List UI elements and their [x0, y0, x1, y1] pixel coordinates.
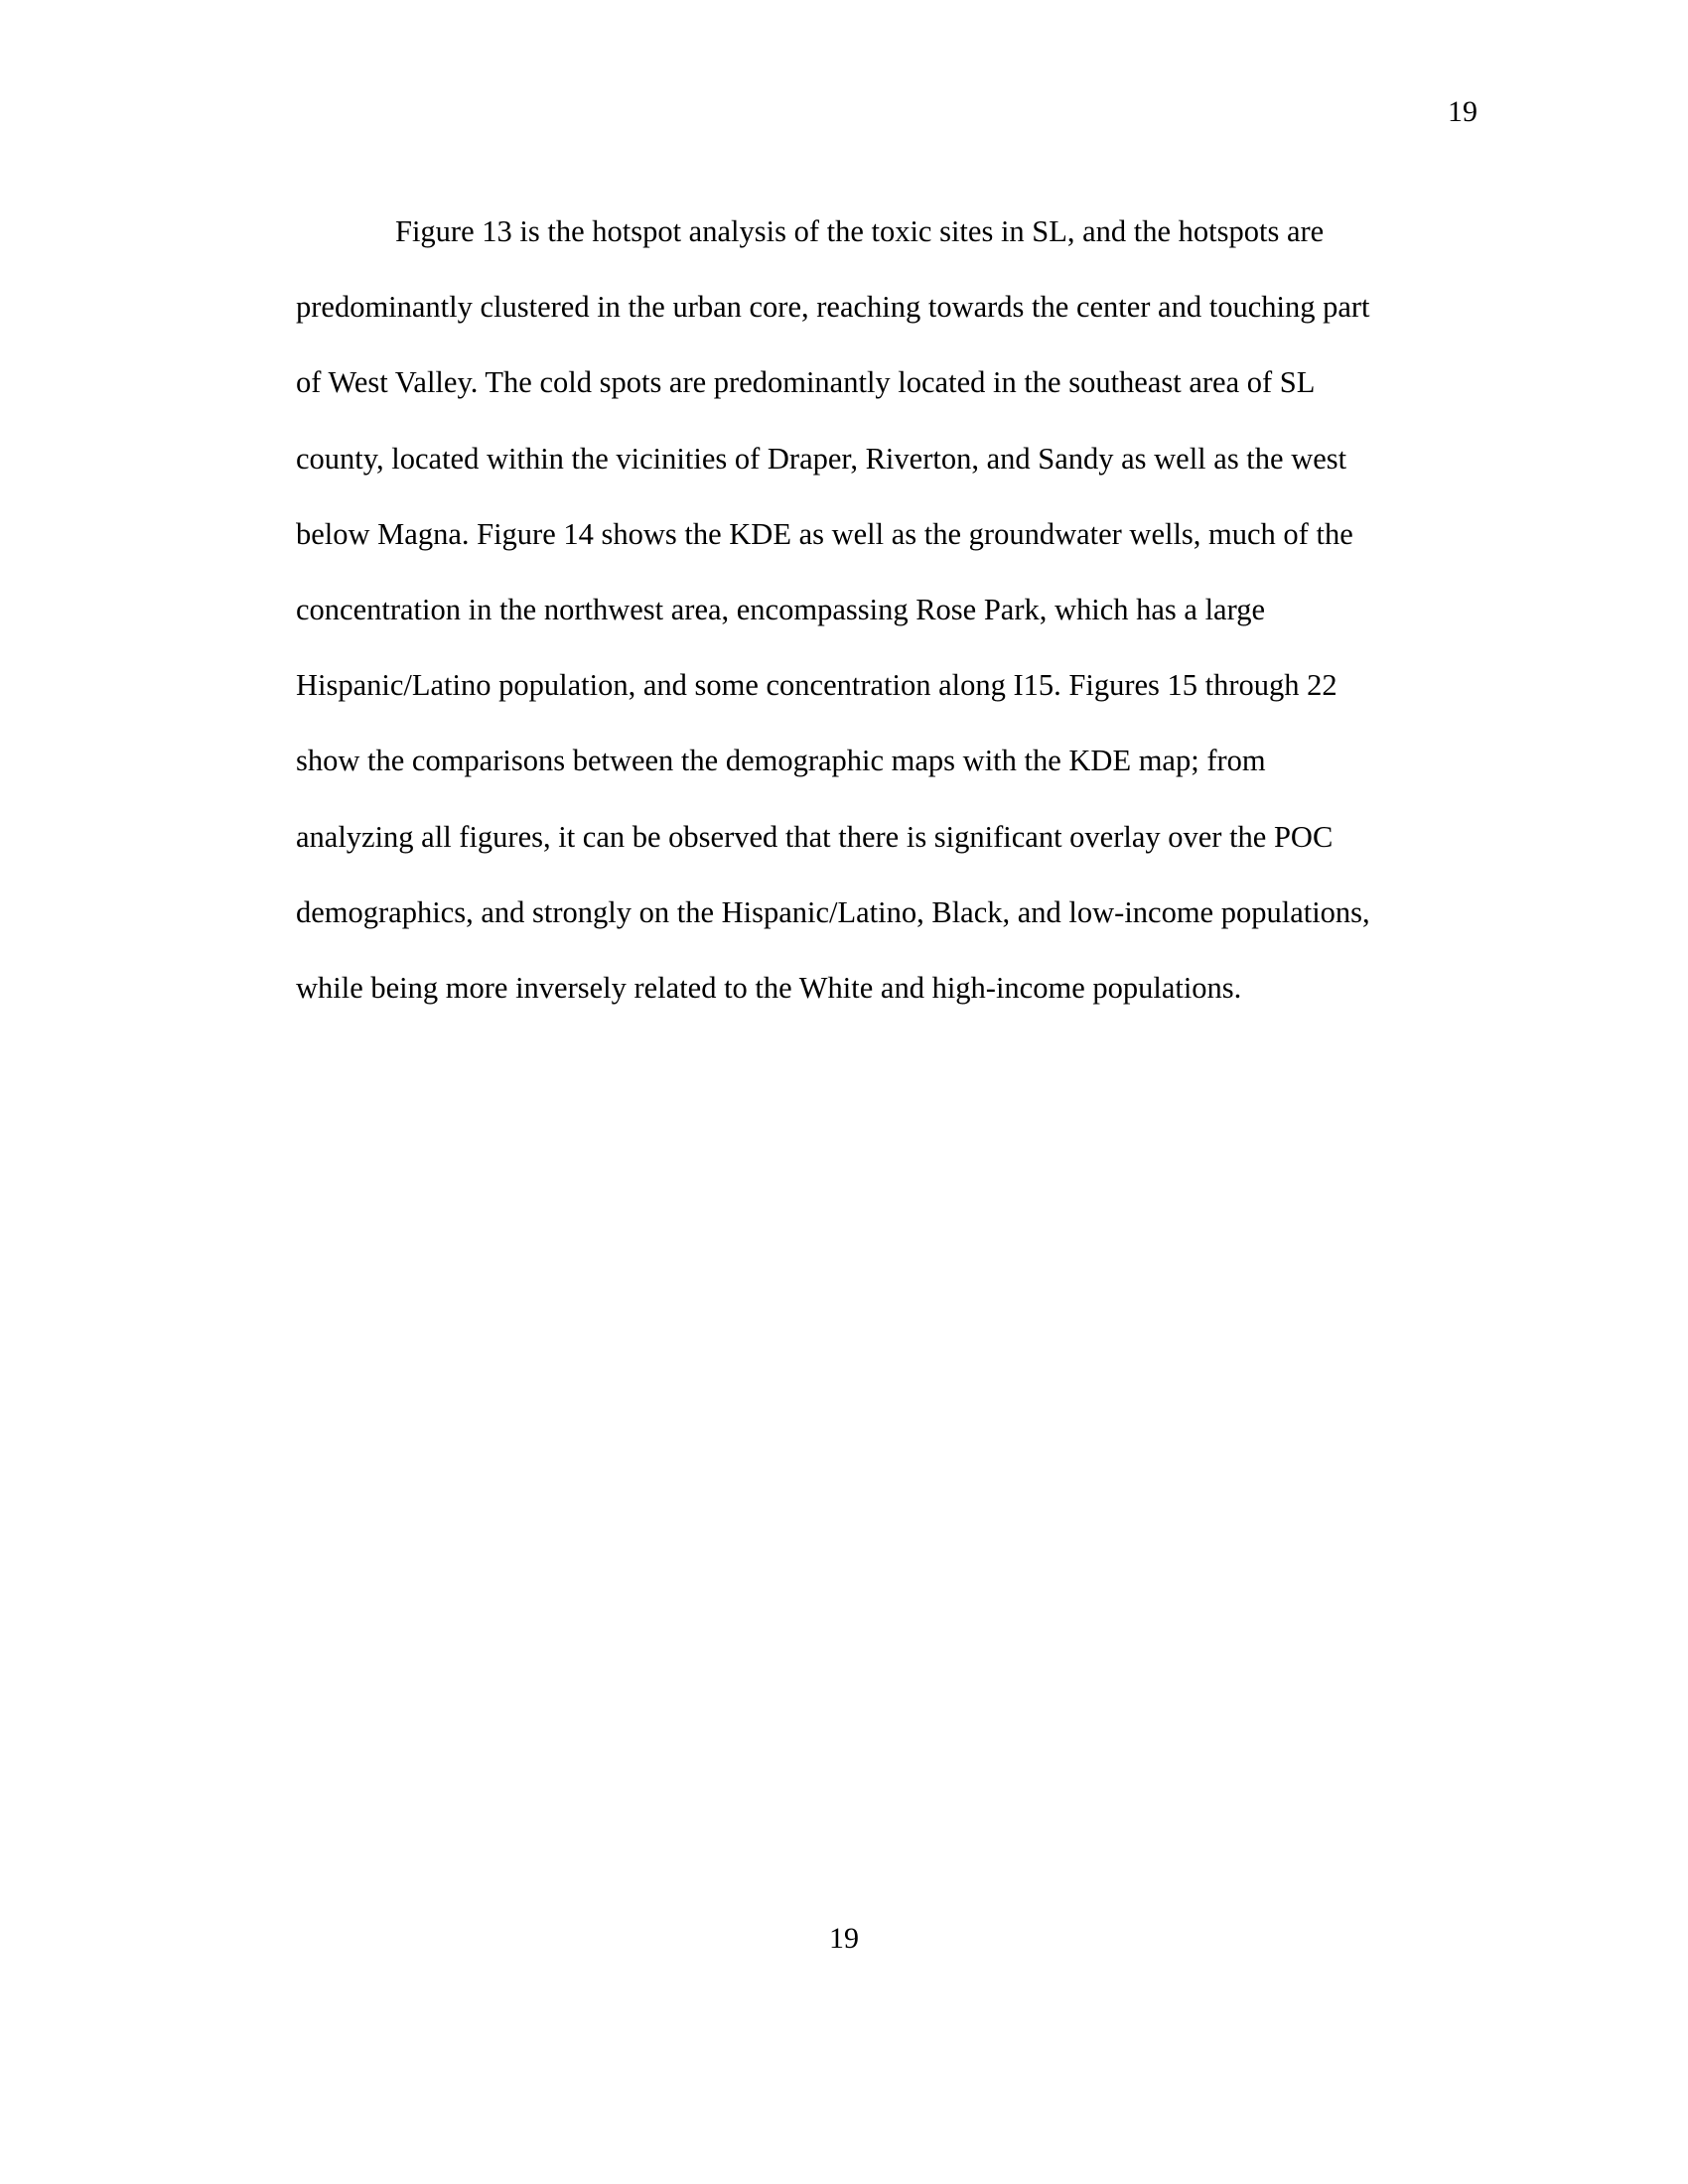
- paragraph-line: predominantly clustered in the urban core, reaching towards the center and touching part: [296, 290, 1370, 325]
- paragraph-line: demographics, and strongly on the Hispanic/Latino, Black, and low-income populations,: [296, 894, 1370, 929]
- body-paragraph: [296, 194, 1474, 1025]
- paragraph-line: of West Valley. The cold spots are predominantly located in the southeast area of SL: [296, 365, 1316, 400]
- paragraph-line: analyzing all figures, it can be observed that there is significant overlay over the POC: [296, 819, 1334, 854]
- paragraph-line: while being more inversely related to the White and high-income populations.: [296, 971, 1242, 1006]
- footer-page-number: 19: [829, 1922, 859, 1955]
- paragraph-line: show the comparisons between the demographic maps with the KDE map; from: [296, 744, 1266, 778]
- header-page-number: 19: [1448, 95, 1477, 128]
- paragraph-line: county, located within the vicinities of Draper, Riverton, and Sandy as well as the west: [296, 441, 1347, 476]
- paragraph-line: Hispanic/Latino population, and some concentration along I15. Figures 15 through 22: [296, 668, 1337, 703]
- paragraph-line: concentration in the northwest area, encompassing Rose Park, which has a large: [296, 593, 1265, 627]
- paragraph-line: below Magna. Figure 14 shows the KDE as well as the groundwater wells, much of the: [296, 516, 1353, 551]
- paragraph-line: Figure 13 is the hotspot analysis of the toxic sites in SL, and the hotspots are: [395, 214, 1325, 248]
